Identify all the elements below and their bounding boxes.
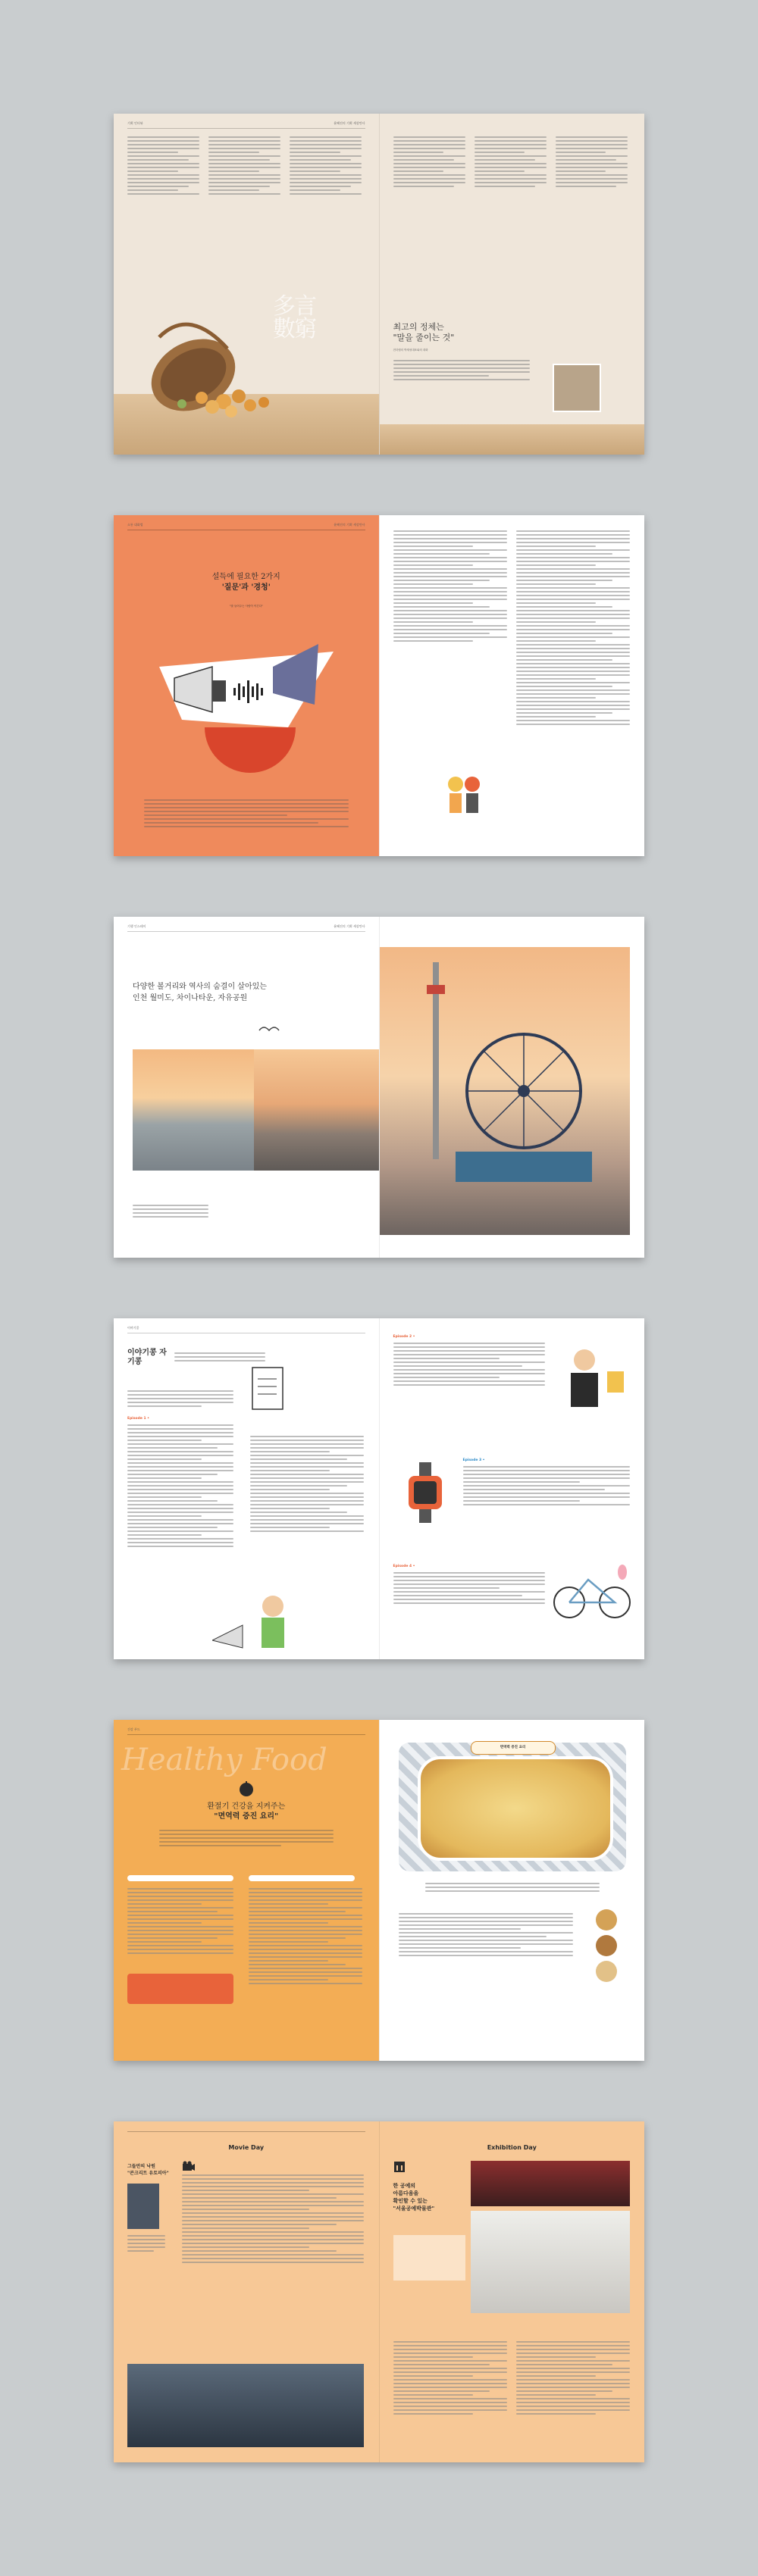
page-right [379,515,645,856]
text-column [556,136,628,189]
text-column [463,1466,630,1508]
film-camera-icon [182,2161,196,2171]
text-column [393,1572,545,1606]
businessman-illustration [554,1341,630,1409]
article-title: 최고의 정체는 [393,322,444,332]
people-illustration [433,765,493,818]
intro-text [174,1352,265,1364]
recipe-tab [249,1875,355,1881]
page-left [114,114,379,455]
movie-still-photo [127,2364,364,2447]
section-label: 기행 인스테이 [127,924,146,928]
dish-description [425,1883,600,1894]
movie-title-2: "콘크리트 유토피아" [127,2171,169,2176]
intro-text [393,360,530,383]
spread-healthy-food [114,1720,644,2061]
page-right [379,917,645,1258]
calligraphy-title: 多言數窮 [273,293,315,342]
clipboard-illustration [246,1364,292,1417]
text-column [208,136,280,197]
megaphone-illustration [152,621,341,773]
movie-title: 그들만의 낙원 [127,2164,155,2169]
recipe-steps [399,1913,573,1959]
intro-text [144,799,349,830]
page-right [379,114,645,455]
page-left [114,1318,379,1659]
boardwalk-photo [254,1049,379,1171]
gratin-dish-photo [418,1756,613,1861]
title-line-2: 인천 월미도, 차이나타운, 자유공원 [133,994,248,1002]
spread-stories [114,1318,644,1659]
table-surface [380,424,645,455]
exhibit-photo-1 [471,2161,630,2206]
episode-label: Episode 2 • [393,1335,415,1339]
ingredient-photo [596,1909,617,1930]
info-box [393,2235,465,2281]
movie-info [127,2235,165,2254]
exhibit-photo-2 [471,2211,630,2313]
section-label: 건강 푸드 [127,1727,140,1731]
episode-label: Episode 3 • [462,1458,485,1462]
section-title: Exhibition Day [487,2144,537,2151]
header-title: 윤혜진의 기획 세상만사 [334,523,365,527]
episode-label: Episode 1 • [127,1417,150,1421]
page-right [379,1720,645,2061]
watch-illustration [395,1462,456,1523]
text-column [516,2341,630,2417]
ingredient-tab [127,1875,233,1881]
page-left [114,1720,379,2061]
section-label: 소통 대화법 [127,523,143,527]
ingredient-photo [596,1961,617,1982]
illustration-people [212,1583,296,1652]
section-label: 이야기콩 [127,1326,139,1330]
header-title: 윤혜진의 기획 세상만사 [334,121,365,125]
dish-badge: 면역력 증진 요리 [471,1741,556,1755]
title-line-1: 설득에 필요한 2가지 [211,573,280,581]
review-text [182,2174,364,2265]
tip-box [127,1974,233,2004]
text-column [393,530,507,644]
exhibition-title-3: 확인할 수 있는 [393,2198,428,2204]
ingredient-photo [596,1935,617,1956]
text-column [393,136,465,189]
page-right [379,2121,645,2462]
movie-poster [127,2184,159,2229]
bicycle-illustration [550,1561,634,1621]
seagull-icon [258,1023,280,1038]
watermark-text: Healthy Food [121,1743,327,1777]
episode-label: Episode 4 • [393,1565,415,1568]
text-column [127,136,199,197]
exhibition-title-1: 한 공예의 [393,2183,415,2189]
text-column [475,136,547,189]
page-title: 이야기콩 자기콩 [127,1349,167,1366]
text-column [290,136,362,197]
exhibition-title-2: 아름다움을 [393,2190,419,2196]
text-column [127,1424,233,1549]
title-line-1: 다양한 볼거리와 역사의 숨결이 살아있는 [133,983,267,991]
byline: 전더랩의 박재성대표와의 대화 [393,349,428,352]
text-column [393,1343,545,1388]
title-line-1: 환절기 건강을 지켜주는 [207,1802,286,1811]
ingredient-list [127,1888,233,1956]
page-left [114,2121,379,2462]
spread-travel [114,917,644,1258]
header-title: 윤혜진의 기획 세상만사 [334,924,365,928]
sunset-photo [133,1049,254,1171]
section-label: 기획 인터뷰 [127,121,143,125]
museum-icon [393,2161,406,2173]
title-line-2: '질문'과 '경청' [221,583,271,592]
article-subtitle: "말을 줄이는 것" [393,333,455,342]
spread-interview [114,114,644,455]
text-column [127,1390,233,1409]
page-left [114,917,379,1258]
basket-illustration [136,307,280,420]
recipe-steps [249,1888,362,1987]
page-right [379,1318,645,1659]
section-title: Movie Day [228,2144,265,2151]
portrait-photo [553,364,601,412]
quote-text: "잘 들어주는 사람이 이긴다" [229,605,263,608]
page-left [114,515,379,856]
ferris-wheel-illustration [410,962,592,1190]
title-line-2: "면역력 증진 요리" [214,1812,279,1821]
exhibition-title-4: "서울공예박물관" [393,2206,435,2212]
spread-culture [114,2121,644,2462]
intro-text [159,1830,334,1849]
text-column [393,2341,507,2417]
caption [133,1205,208,1220]
text-column [250,1436,364,1534]
text-column [516,530,630,727]
spread-communication [114,515,644,856]
pumpkin-icon [238,1780,255,1797]
